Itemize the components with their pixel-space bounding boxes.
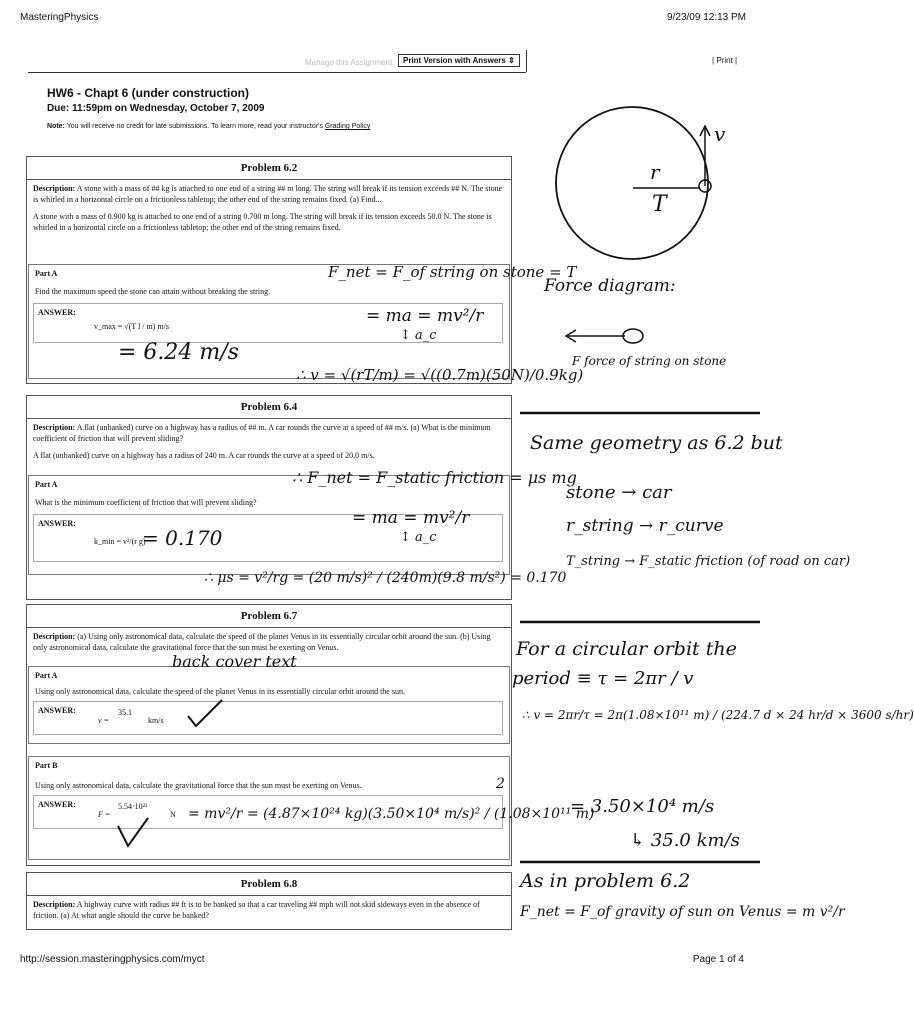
answer-label: ANSWER:: [38, 800, 76, 809]
hw-tstring: T_string → F_static friction (of road on car): [566, 554, 851, 569]
print-link[interactable]: | Print |: [712, 56, 738, 65]
hw-circ1: For a circular orbit the: [516, 638, 737, 660]
description-label: Description:: [33, 423, 76, 432]
part-label: Part B: [35, 761, 58, 770]
answer-formula: k_min = v²/(r g): [94, 537, 146, 546]
description-label: Description:: [33, 900, 76, 909]
part-label: Part A: [35, 269, 58, 278]
hw-circ2: period ≡ τ = 2πr / v: [512, 668, 694, 689]
hw-p62-fnet: F_net = F_of string on stone = T: [328, 263, 577, 281]
page-number: Page 1 of 4: [692, 954, 744, 965]
hw-p62-sqrt: ∴ v = √(rT/m) = √((0.7m)(50N)/0.9kg): [296, 366, 584, 384]
hw-circ5: ↳ 35.0 km/s: [630, 830, 740, 851]
hw-p64-ac: ↕ a_c: [400, 530, 437, 545]
description-text: A stone with a mass of ## kg is attached to one end of a string ## m long. The string will break if its tension exceeds ## N. The stone is whirled in a horizontal circle on a frictionless tabletop; the other end of the string remains fixed. (a) Find...: [33, 184, 503, 204]
answer-formula: v_max = √(T l / m) m/s: [94, 322, 169, 331]
hw-T-label: T: [652, 192, 667, 217]
app-name: MasteringPhysics: [20, 12, 99, 23]
hw-r-label: r: [650, 160, 660, 184]
hw-p67-note: back cover text: [172, 652, 297, 671]
note-text: You will receive no credit for late submissions. To learn more, read your instructor's: [66, 123, 323, 130]
hw-p62-ma: = ma = mv²/r: [366, 306, 484, 326]
hw-stone-car: stone → car: [566, 482, 672, 503]
hw-p67-two: 2: [496, 776, 505, 792]
hw-circ3: ∴ v = 2πr/τ = 2π(1.08×10¹¹ m) / (224.7 d × 24 hr/d × 3600 s/hr): [522, 708, 914, 722]
part-label: Part A: [35, 480, 58, 489]
answer-unit: N: [170, 810, 176, 819]
description-text: (a) Using only astronomical data, calculate the speed of the planet Venus in its essentially circular orbit around the sun. (b) Using only astronomical data, calculate the gravitational force that the sun must be exerting on Venus.: [33, 632, 491, 652]
problem-title: Problem 6.2: [27, 157, 511, 180]
hw-circ4: = 3.50×10⁴ m/s: [570, 796, 715, 817]
problem-instance: A flat (unbanked) curve on a highway has a radius of 240 m. A car rounds the curve at a speed of 20.0 m/s.: [33, 451, 375, 460]
part-question: Using only astronomical data, calculate the speed of the planet Venus in its essentially circular orbit around the sun.: [35, 687, 405, 696]
hw-p64-ans: = 0.170: [142, 526, 223, 550]
hw-force-label: F force of string on stone: [572, 354, 727, 368]
hw-p64-fnet: ∴ F_net = F_static friction = μs mg: [292, 468, 577, 487]
assignment-title: HW6 - Chapt 6 (under construction): [47, 86, 249, 100]
answer-unit: km/s: [148, 716, 164, 725]
checkmark-icon: [118, 818, 148, 846]
description-text: A flat (unbanked) curve on a highway has a radius of ## m. A car rounds the curve at a speed of ## m/s. (a) What is the minimum coefficient of friction that will prevent sliding?: [33, 423, 491, 443]
description-label: Description:: [33, 632, 76, 641]
hw-p64-mu: ∴ μs = v²/rg = (20 m/s)² / (240m)(9.8 m/s²) = 0.170: [204, 570, 567, 586]
answer-label: ANSWER:: [38, 706, 76, 715]
hw-p62-ans: = 6.24 m/s: [118, 340, 239, 365]
part-label: Part A: [35, 671, 58, 680]
hw-as2: F_net = F_of gravity of sun on Venus = m v²/r: [520, 904, 845, 920]
hw-as1: As in problem 6.2: [520, 870, 691, 892]
part-question: Find the maximum speed the stone can attain without breaking the string.: [35, 287, 271, 296]
hw-p67-F: = mv²/r = (4.87×10²⁴ kg)(3.50×10⁴ m/s)² / (1.08×10¹¹ m): [188, 806, 595, 822]
answer-var: F =: [98, 810, 111, 819]
orbit-circle: [556, 107, 708, 259]
print-link-text[interactable]: Print: [716, 56, 733, 65]
problem-title: Problem 6.4: [27, 396, 511, 419]
problem-title: Problem 6.8: [27, 873, 511, 896]
hw-p64-ma: = ma = mv²/r: [352, 508, 470, 528]
hw-p62-ac: ↕ a_c: [400, 328, 437, 343]
answer-label: ANSWER:: [38, 519, 76, 528]
footer-url: http://session.masteringphysics.com/myct: [20, 954, 205, 965]
answer-label: ANSWER:: [38, 308, 76, 317]
hw-force-diagram: Force diagram:: [544, 276, 676, 296]
description-text: A highway curve with radius ## ft is to be banked so that a car traveling ## mph will not skid sideways even in the absence of friction. (a) At what angle should the curve be banked?: [33, 900, 480, 920]
answer-value: 5.54·10²²: [118, 802, 148, 811]
assignment-due: Due: 11:59pm on Wednesday, October 7, 2009: [47, 103, 265, 114]
select-arrows-icon: ⇕: [508, 56, 515, 65]
checkmark-icon: [188, 700, 222, 726]
problem-instance: A stone with a mass of 0.900 kg is attached to one end of a string 0.700 m long. The string will break if its tension exceeds 50.0 N. The stone is whirled in a horizontal circle on a frictionless tabletop; the other end of the string remains fixed.: [33, 212, 492, 232]
answer-value: 35.1: [118, 708, 132, 717]
print-version-label: Print Version with Answers: [403, 56, 506, 65]
problem-title: Problem 6.7: [27, 605, 511, 628]
hw-v-label: v: [714, 122, 726, 146]
part-question: What is the minimum coefficient of friction that will prevent sliding?: [35, 498, 257, 507]
manage-label: Manage this Assignment:: [305, 58, 395, 67]
stone-blob: [623, 329, 643, 343]
answer-var: v =: [98, 716, 109, 725]
grading-policy-link[interactable]: Grading Policy: [324, 123, 371, 130]
note-prefix: Note:: [47, 123, 65, 130]
description-label: Description:: [33, 184, 76, 193]
hw-same-geo: Same geometry as 6.2 but: [530, 432, 783, 454]
part-question: Using only astronomical data, calculate the gravitational force that the sun must be exerting on Venus.: [35, 781, 362, 790]
datetime: 9/23/09 12:13 PM: [667, 12, 746, 23]
hw-rstring: r_string → r_curve: [566, 516, 724, 536]
